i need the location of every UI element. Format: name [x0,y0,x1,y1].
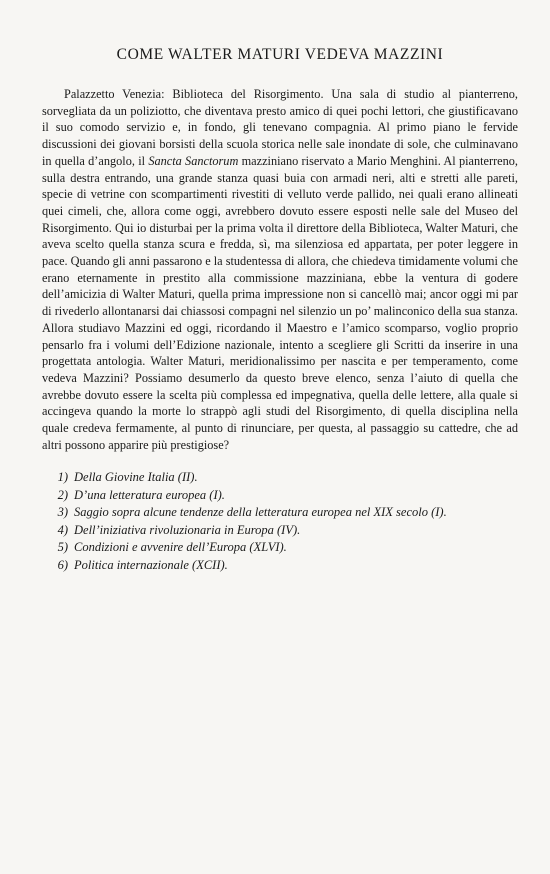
list-item [42,469,518,487]
list-item-number: 4) [57,522,68,537]
list-item-text: Politica internazionale (XCII). [74,557,228,572]
list-item [42,487,518,505]
list-item-number: 1) [57,470,68,485]
list-item-text: Condizioni e avvenire dell’Europa (XLVI). [74,540,287,555]
list-item [42,504,518,522]
list-item [42,557,518,575]
list-item [42,539,518,557]
sancta-sanctorum-phrase: Sancta Sanctorum [148,153,239,168]
list-item-number: 3) [57,505,68,520]
list-item-text: Della Giovine Italia (II). [74,470,198,485]
paragraph-part-1: Palazzetto Venezia: Biblioteca del Risorgimento. Una sala di studio al pianterreno, sorvegliata da un poliziotto, che diventava presto amico di quei pochi lettori, che giustificavano il suo comodo servizio e, in fondo, gli tenevano compagnia. Al primo piano le fervide discussioni dei giovani borsisti della scuola storica nelle sale inondate di sole, che culminavano in quella d’angolo, il [42,87,518,168]
paragraph-part-2: mazziniano riservato a Mario Menghini. Al pianterreno, sulla destra entrando, una grande stanza quasi buia con armadi neri, alti e stretti alle pareti, specie di vetrine con scompartimenti rivestiti di velluto verde pallido, nei quali erano allineati quei cimeli, che, allora come oggi, avrebbero dovuto essere esposti nelle sale del Museo del Risorgimento. Qui io disturbai per la prima volta il direttore della Biblioteca, Walter Maturi, che aveva scelto quella stanza scura e fredda, sì, ma silenziosa ed appartata, per poter leggere in pace. Quando gli anni passarono e la studentessa di allora, che chiedeva timidamente volumi che erano eternamente in prestito alla commissione mazziniana, ebbe la ventura di godere dell’amicizia di Walter Maturi, quella prima impressione non si cancellò mai; ancor oggi mi par di rivederlo allontanarsi dai chiassosi compagni nel silenzio un po’ malinconico della sua stanza. Allora studiavo Mazzini ed oggi, ricordando il Maestro e l’amico scomparso, voglio proprio pensarlo fra i volumi dell’Edizione nazionale, intento a scegliere gli Scritti da inserire in una progettata antologia. Walter Maturi, meridionalissimo per nascita e per temperamento, come vedeva Mazzini? Possiamo desumerlo da questo breve elenco, senza l’aiuto di quella che avrebbe dovuto essere la scelta più complessa ed impegnativa, quella delle lettere, alla quale si accingeva quando la morte lo strappò agli studi del Risorgimento, di quella disciplina nella quale credeva fermamente, al punto di rinunciare, per questa, al passaggio su cattedre, che ad altri possono apparire più prestigiose? [42,153,519,452]
list-item-text: D’una letteratura europea (I). [74,487,225,502]
document-page [0,46,550,874]
list-item-number: 5) [57,540,68,555]
list-item [42,522,518,540]
list-item-number: 2) [57,487,68,502]
list-item-number: 6) [57,557,68,572]
writings-list [42,469,518,574]
list-item-text: Saggio sopra alcune tendenze della letteratura europea nel XIX secolo (I). [74,505,447,520]
body-paragraph [42,86,518,453]
page-title: COME WALTER MATURI VEDEVA MAZZINI [116,46,444,63]
list-item-text: Dell’iniziativa rivoluzionaria in Europa (IV). [74,522,301,537]
